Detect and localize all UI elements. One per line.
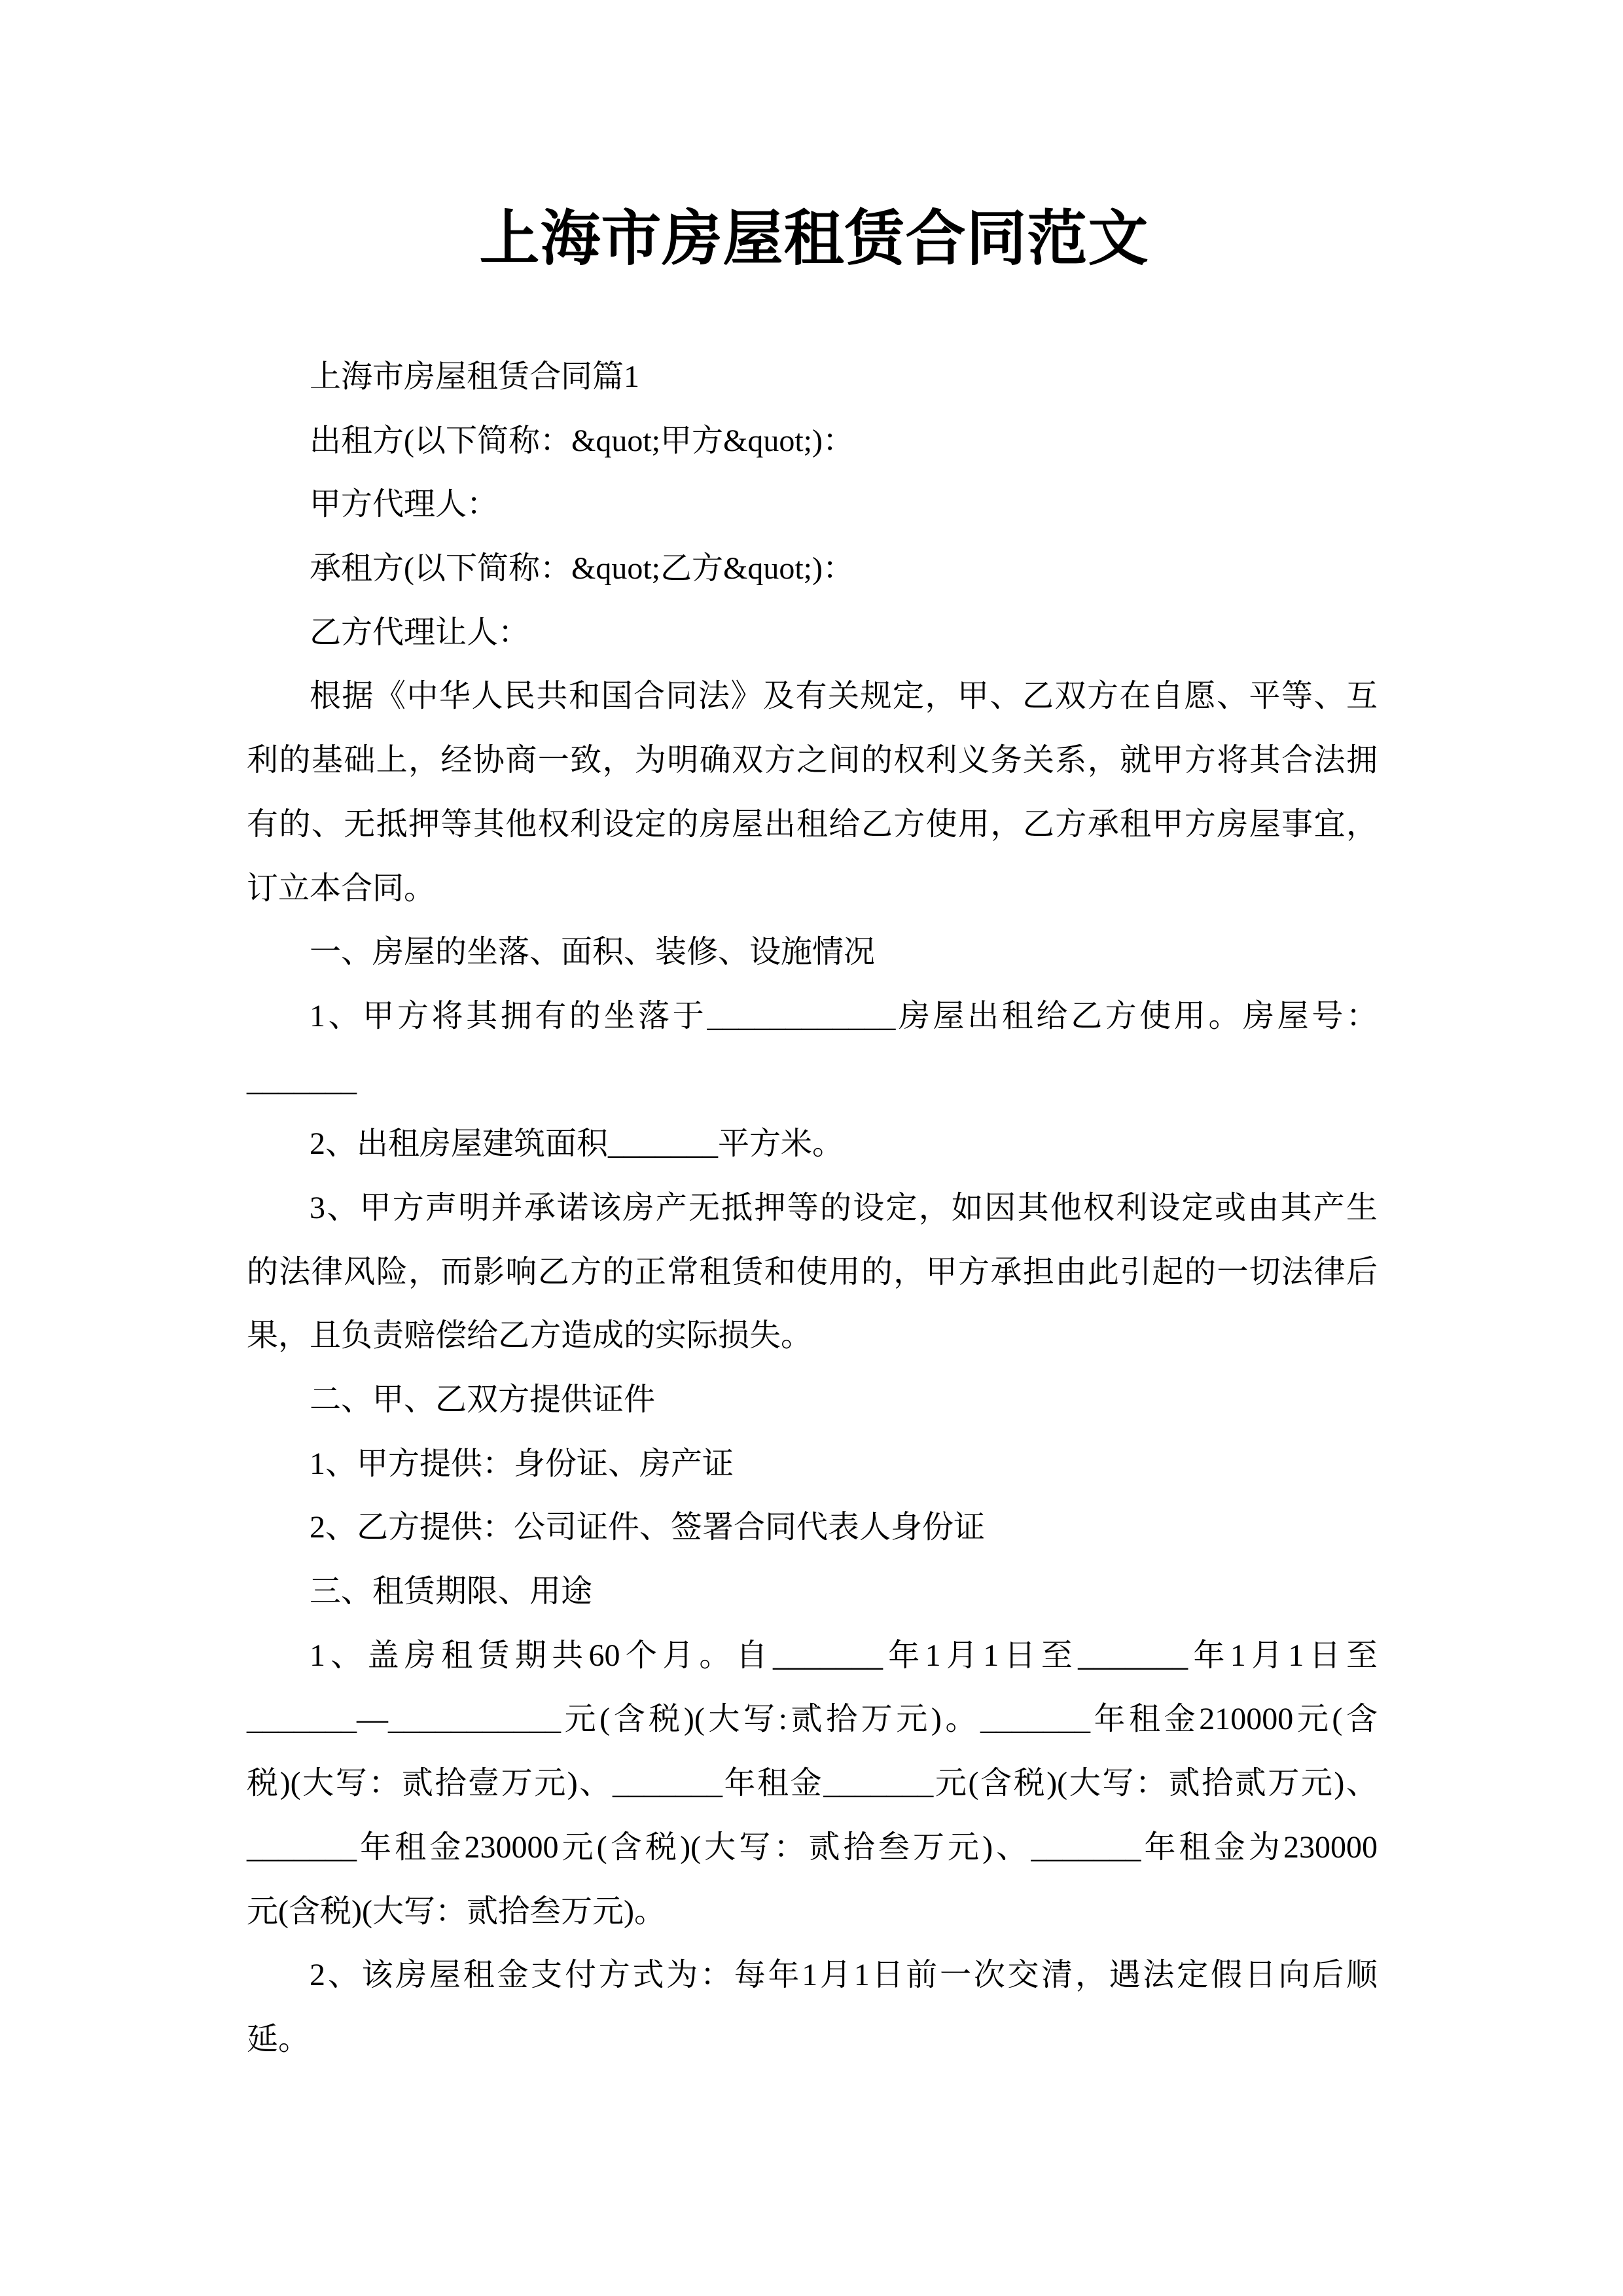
clause-line: 税)(大写：贰拾壹万元)、_______年租金_______元(含税)(大写：贰拾贰万元)、: [247, 1766, 1378, 1801]
preamble-line: 利的基础上，经协商一致，为明确双方之间的权利义务关系，就甲方将其合法拥: [247, 743, 1378, 778]
clause-line: _______—___________元(含税)(大写:贰拾万元)。_______年租金210000元(含: [247, 1702, 1378, 1737]
document-title: 上海市房屋租赁合同范文: [479, 206, 1149, 272]
house-number-blank: _______: [247, 1062, 357, 1098]
lessor-field: 出租方(以下简称：&quot;甲方&quot;)：: [310, 423, 854, 458]
document-body: [247, 350, 1378, 2076]
clause-line: 元(含税)(大写：贰拾叁万元)。: [247, 1893, 666, 1929]
clause-line: 2、出租房屋建筑面积_______平方米。: [310, 1126, 844, 1162]
clause-line: _______年租金230000元(含税)(大写：贰拾叁万元)、_______年租金为230000: [247, 1829, 1378, 1865]
preamble-line: 订立本合同。: [247, 870, 436, 906]
preamble-line: 有的、无抵押等其他权利设定的房屋出租给乙方使用，乙方承租甲方房屋事宜，: [247, 806, 1378, 842]
clause-line: 2、乙方提供：公司证件、签署合同代表人身份证: [310, 1510, 986, 1545]
clause-line: 1、盖房租赁期共60个月。自_______年1月1日至_______年1月1日至: [310, 1638, 1378, 1673]
preamble-line: 根据《中华人民共和国合同法》及有关规定，甲、乙双方在自愿、平等、互: [310, 679, 1378, 714]
clause-heading: 一、房屋的坐落、面积、装修、设施情况: [310, 935, 876, 970]
clause-heading: 二、甲、乙双方提供证件: [310, 1382, 656, 1417]
lessee-field: 承租方(以下简称：&quot;乙方&quot;)：: [310, 551, 854, 586]
clause-heading: 三、租赁期限、用途: [310, 1574, 593, 1609]
lessee-agent-field: 乙方代理让人：: [310, 615, 530, 650]
clause-line: 延。: [247, 2021, 310, 2056]
clause-line: 的法律风险，而影响乙方的正常租赁和使用的，甲方承担由此引起的一切法律后: [247, 1254, 1378, 1289]
section-heading: 上海市房屋租赁合同篇1: [310, 359, 640, 394]
lessor-agent-field: 甲方代理人：: [310, 487, 499, 522]
clause-line: 1、甲方将其拥有的坐落于____________房屋出租给乙方使用。房屋号：: [310, 998, 1378, 1033]
clause-line: 1、甲方提供：身份证、房产证: [310, 1446, 734, 1481]
clause-line: 3、甲方声明并承诺该房产无抵押等的设定，如因其他权利设定或由其产生: [310, 1190, 1378, 1225]
clause-line: 果，且负责赔偿给乙方造成的实际损失。: [247, 1318, 813, 1354]
clause-line: 2、该房屋租金支付方式为：每年1月1日前一次交清，遇法定假日向后顺: [310, 1958, 1378, 1993]
